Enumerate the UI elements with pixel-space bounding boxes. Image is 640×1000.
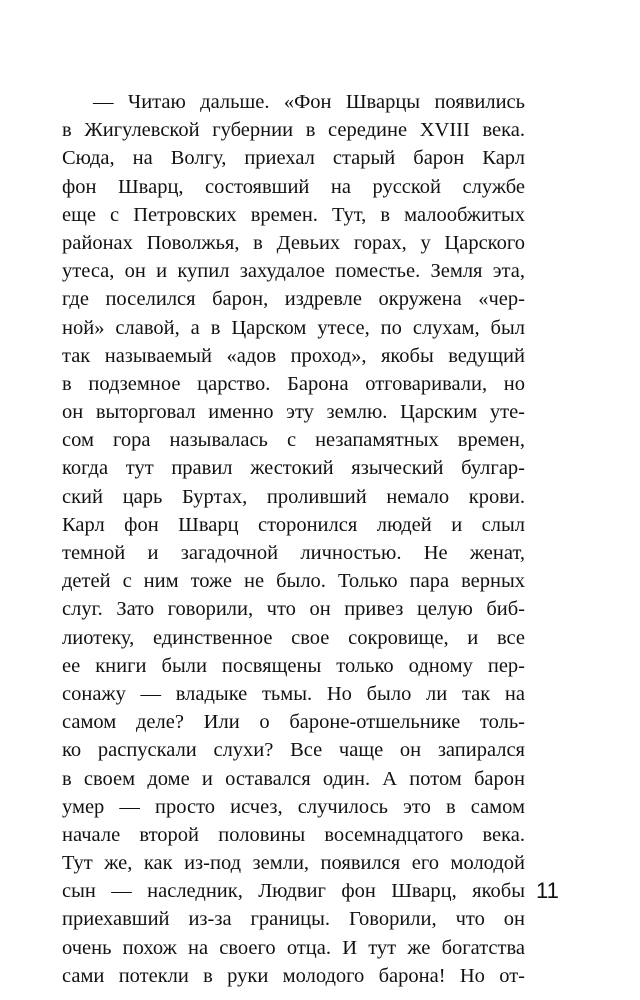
- text-line: лиотеку, единственное свое сокровище, и все: [62, 626, 525, 649]
- text-line: детей с ним тоже не было. Только пара верных: [62, 570, 525, 593]
- text-line: где поселился барон, издревле окружена «чер-: [62, 288, 525, 311]
- page-number: 11: [536, 878, 559, 903]
- text-line: так называемый «адов проход», якобы ведущий: [62, 344, 525, 367]
- text-line: приехавший из-за границы. Говорили, что он: [62, 908, 525, 931]
- text-line: начале второй половины восемнадцатого века.: [62, 823, 525, 846]
- text-line: — Читаю дальше. «Фон Шварцы появились: [93, 91, 525, 113]
- text-line: ко распускали слухи? Все чаще он запирался: [62, 739, 525, 762]
- text-line: Сюда, на Волгу, приехал старый барон Карл: [62, 147, 525, 170]
- text-line: в подземное царство. Барона отговаривали, но: [62, 372, 525, 395]
- text-line: в Жигулевской губернии в середине XVIII века.: [62, 119, 525, 142]
- text-line: сом гора называлась с незапамятных времен,: [62, 429, 525, 452]
- text-line: очень похож на своего отца. И тут же богатства: [62, 936, 525, 959]
- text-line: когда тут правил жестокий языческий булгар-: [62, 457, 525, 480]
- text-line: слуг. Зато говорили, что он привез целую биб-: [62, 598, 525, 621]
- text-line: районах Поволжья, в Девьих горах, у Царского: [62, 231, 525, 254]
- text-line: фон Шварц, состоявший на русской службе: [62, 175, 525, 198]
- text-line: умер — просто исчез, случилось это в самом: [62, 795, 525, 818]
- text-line: сын — наследник, Людвиг фон Шварц, якобы: [62, 880, 525, 903]
- text-line: Карл фон Шварц сторонился людей и слыл: [62, 513, 525, 536]
- text-line: темной и загадочной личностью. Не женат,: [62, 542, 525, 564]
- text-line: утеса, он и купил захудалое поместье. Земля эта,: [62, 260, 525, 283]
- text-line: ее книги были посвящены только одному пер-: [62, 654, 525, 677]
- text-line: в своем доме и оставался один. А потом барон: [62, 767, 525, 790]
- text-line: ский царь Буртах, проливший немало крови.: [62, 485, 525, 508]
- text-block: [62, 88, 525, 990]
- text-line: сами потекли в руки молодого барона! Но от-: [62, 964, 525, 987]
- text-line: Тут же, как из-под земли, появился его молодой: [62, 852, 525, 875]
- text-line: сонажу — владыке тьмы. Но было ли так на: [62, 682, 525, 705]
- text-line: самом деле? Или о бароне-отшельнике толь-: [62, 711, 525, 734]
- text-line: он выторговал именно эту землю. Царским уте-: [62, 401, 525, 424]
- text-line: еще с Петровских времен. Тут, в малообжитых: [62, 203, 525, 226]
- text-line: ной» славой, а в Царском утесе, по слухам, был: [62, 316, 525, 339]
